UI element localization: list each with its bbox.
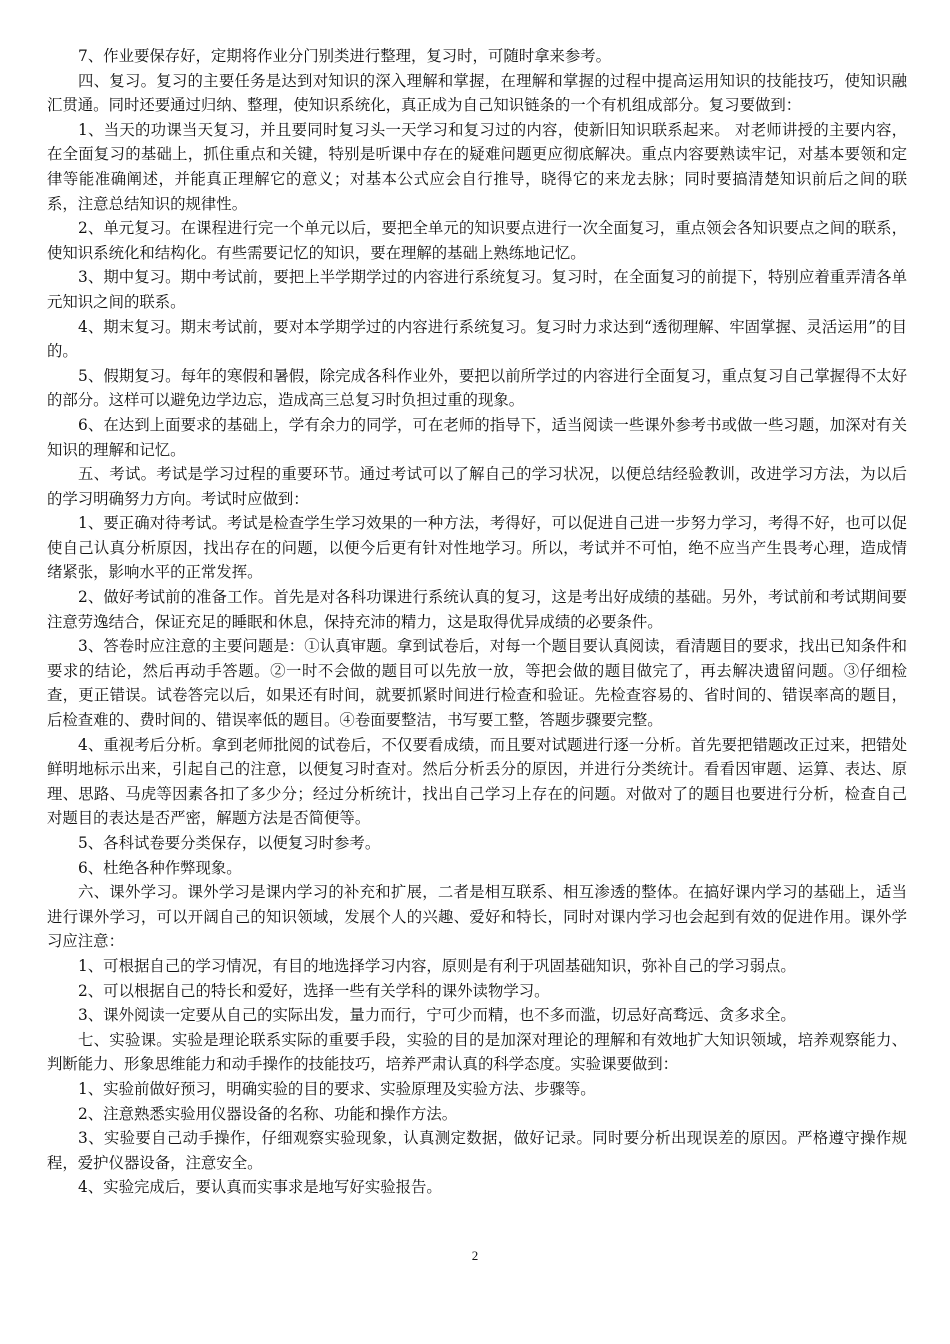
paragraph-exam-6: 6、杜绝各种作弊现象。	[78, 858, 242, 877]
paragraph-exam-3: 3、答卷时应注意的主要问题是：①认真审题。拿到试卷后，对每一个题目要认真阅读，看清题目的要求，找出已知条件和要求的结论，然后再动手答题。②一时不会做的题目可以先放一放，等把会做的题目做完了，再去解决遗留问题。③仔细检查，更正错误。试卷答完以后，如果还有时间，就要抓紧时间进行检查和验证。先检查容易的、省时间的、错误率高的题目，后检查难的、费时间的、错误率低的题目。④卷面要整洁，书写要工整，答题步骤要完整。	[47, 637, 907, 730]
paragraph-homework-7: 7、作业要保存好，定期将作业分门别类进行整理，复习时，可随时拿来参考。	[78, 47, 612, 65]
section-heading-review: 四、复习。复习的主要任务是达到对知识的深入理解和掌握，在理解和掌握的过程中提高运用知识的技能技巧，使知识融汇贯通。同时还要通过归纳、整理，使知识系统化，真正成为自己知识链条的一个有机组成部分。复习要做到：	[47, 71, 907, 115]
paragraph-exam-5: 5、各科试卷要分类保存，以便复习时参考。	[78, 834, 381, 852]
paragraph-lab-1: 1、实验前做好预习，明确实验的目的要求、实验原理及实验方法、步骤等。	[78, 1079, 596, 1098]
paragraph-exam-2: 2、做好考试前的准备工作。首先是对各科功课进行系统认真的复习，这是考出好成绩的基础。另外，考试前和考试期间要注意劳逸结合，保证充足的睡眠和休息，保持充沛的精力，这是取得优异成绩的必要条件。	[47, 588, 907, 631]
paragraph-lab-4: 4、实验完成后，要认真而实事求是地写好实验报告。	[78, 1178, 442, 1197]
paragraph-review-5: 5、假期复习。每年的寒假和暑假，除完成各科作业外，要把以前所学过的内容进行全面复习，重点复习自己掌握得不太好的部分。这样可以避免边学边忘，造成高三总复习时负担过重的现象。	[47, 366, 907, 410]
paragraph-extracurricular-1: 1、可根据自己的学习情况，有目的地选择学习内容，原则是有利于巩固基础知识，弥补自己的学习弱点。	[78, 956, 796, 975]
paragraph-review-4: 4、期末复习。期末考试前，要对本学期学过的内容进行系统复习。复习时力求达到“透彻理解、牢固掌握、灵活运用”的目的。	[47, 317, 907, 361]
paragraph-lab-3: 3、实验要自己动手操作，仔细观察实验现象，认真测定数据，做好记录。同时要分析出现误差的原因。严格遵守操作规程，爱护仪器设备，注意安全。	[47, 1129, 907, 1172]
document-body	[47, 44, 907, 1200]
paragraph-exam-4: 4、重视考后分析。拿到老师批阅的试卷后，不仅要看成绩，而且要对试题进行逐一分析。首先要把错题改正过来，把错处鲜明地标示出来，引起自己的注意，以便复习时查对。然后分析丢分的原因，并进行分类统计。看看因审题、运算、表达、原理、思路、马虎等因素各扣了多少分；经过分析统计，找出自己学习上存在的问题。对做对了的题目也要进行分析，检查自己对题目的表达是否严密，解题方法是否简便等。	[47, 735, 907, 828]
section-heading-exam: 五、考试。考试是学习过程的重要环节。通过考试可以了解自己的学习状况，以便总结经验教训，改进学习方法，为以后的学习明确努力方向。考试时应做到：	[47, 465, 907, 508]
paragraph-lab-2: 2、注意熟悉实验用仪器设备的名称、功能和操作方法。	[78, 1104, 458, 1123]
paragraph-extracurricular-3: 3、课外阅读一定要从自己的实际出发，量力而行，宁可少而精，也不多而滥，切忌好高骛远、贪多求全。	[78, 1006, 796, 1025]
section-heading-extracurricular: 六、课外学习。课外学习是课内学习的补充和扩展，二者是相互联系、相互渗透的整体。在搞好课内学习的基础上，适当进行课外学习，可以开阔自己的知识领域，发展个人的兴趣、爱好和特长，同时对课内学习也会起到有效的促进作用。课外学习应注意：	[47, 883, 907, 951]
paragraph-review-1: 1、当天的功课当天复习，并且要同时复习头一天学习和复习过的内容，使新旧知识联系起来。 对老师讲授的主要内容，在全面复习的基础上，抓住重点和关键，特别是听课中存在的疑难问题更应彻底解决。重点内容要熟读牢记，对基本要领和定律等能准确阐述，并能真正理解它的意义；对基本公式应会自行推导，晓得它的来龙去脉；同时要搞清楚知识前后之间的联系，注意总结知识的规律性。	[47, 120, 907, 213]
paragraph-review-6: 6、在达到上面要求的基础上，学有余力的同学，可在老师的指导下，适当阅读一些课外参考书或做一些习题，加深对有关知识的理解和记忆。	[47, 415, 907, 459]
paragraph-review-2: 2、单元复习。在课程进行完一个单元以后，要把全单元的知识要点进行一次全面复习，重点领会各知识要点之间的联系，使知识系统化和结构化。有些需要记忆的知识，要在理解的基础上熟练地记忆。	[47, 219, 907, 262]
paragraph-extracurricular-2: 2、可以根据自己的特长和爱好，选择一些有关学科的课外读物学习。	[78, 981, 550, 1000]
page-number: 2	[471, 1248, 479, 1263]
section-heading-lab: 七、实验课。实验是理论联系实际的重要手段，实验的目的是加深对理论的理解和有效地扩大知识领域，培养观察能力、判断能力、形象思维能力和动手操作的技能技巧，培养严肃认真的科学态度。实验课要做到：	[47, 1030, 907, 1074]
paragraph-exam-1: 1、要正确对待考试。考试是检查学生学习效果的一种方法，考得好，可以促进自己进一步努力学习，考得不好，也可以促使自己认真分析原因，找出存在的问题，以便今后更有针对性地学习。所以，考试并不可怕，绝不应当产生畏考心理，造成情绪紧张，影响水平的正常发挥。	[47, 514, 907, 582]
paragraph-review-3: 3、期中复习。期中考试前，要把上半学期学过的内容进行系统复习。复习时，在全面复习的前提下，特别应着重弄清各单元知识之间的联系。	[47, 268, 907, 311]
